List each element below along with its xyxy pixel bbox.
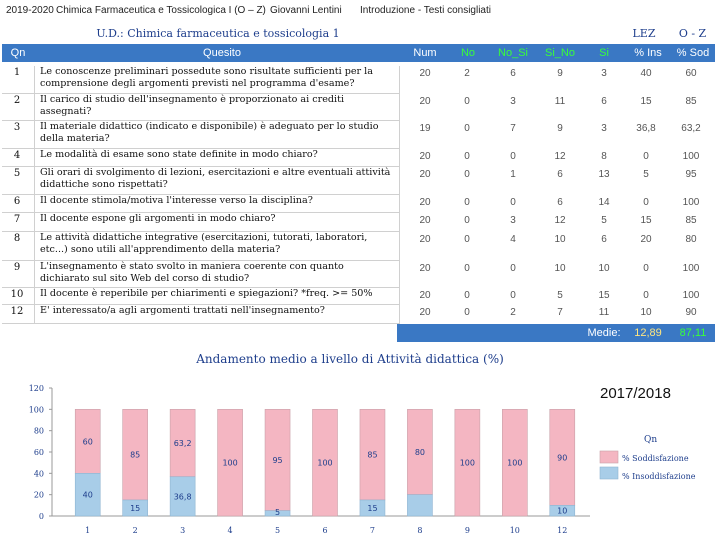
cell-si: 6 [601,234,607,245]
cell-no: 0 [464,234,470,245]
data-label-soddisfazione: 80 [414,448,426,457]
question-number: 7 [13,214,21,225]
question-text: Le conoscenze preliminari possedute sono risultate sufficienti per la comprensione degli argomenti previsti nel programma d'esame? [40,66,373,89]
x-tick-label: 4 [227,526,233,535]
cell-no-si: 3 [510,215,516,226]
question-number: 10 [10,289,24,300]
x-tick-label: 7 [369,526,376,535]
data-label-soddisfazione: 85 [130,450,141,460]
cell--sod: 63,2 [681,123,701,134]
question-number: 3 [13,122,21,133]
cell-no: 0 [464,96,470,107]
legend-label-insoddisfazione: % Insoddisfazione [622,472,696,481]
question-number: 1 [13,67,21,78]
cell--ins: 0 [643,263,649,274]
cell--ins: 40 [640,68,652,79]
cell--ins: 10 [640,307,652,318]
cell-si-no: 10 [554,263,566,274]
cell--ins: 5 [643,169,649,180]
data-label-insoddisfazione: 40 [82,490,93,500]
cell--sod: 100 [682,197,700,208]
cell--sod: 85 [685,96,697,107]
legend-swatch-soddisfazione [600,451,618,463]
question-number: 12 [10,306,24,317]
cell-num: 20 [419,307,431,318]
x-tick-label: 3 [180,526,186,535]
x-tick-label: 10 [509,526,520,535]
cell-si: 5 [601,215,607,226]
cell-num: 20 [419,215,431,226]
y-tick-label: 80 [33,426,44,436]
question-text: Gli orari di svolgimento di lezioni, esercitazioni e altre eventuali attività didattiche sono rispettati? [40,167,391,190]
bar-insoddisfazione [407,495,432,516]
cell--ins: 15 [640,96,652,107]
question-number: 2 [13,95,21,106]
cell-no-si: 1 [510,169,516,180]
question-number: 6 [13,196,21,207]
x-tick-label: 1 [85,526,91,535]
data-label-soddisfazione: 95 [272,456,283,465]
x-tick-label: 2 [132,526,138,535]
x-tick-label: 6 [322,526,328,535]
cell-no: 0 [464,290,470,301]
cell-no-si: 0 [510,151,516,162]
question-number: 9 [13,262,21,273]
cell--sod: 100 [682,290,700,301]
cell-si: 15 [598,290,610,301]
cell-no: 0 [464,197,470,208]
y-tick-label: 40 [33,469,44,479]
y-tick-label: 60 [33,448,44,457]
cell--sod: 100 [682,263,700,274]
x-tick-label: 8 [417,526,423,535]
question-text: L'insegnamento è stato svolto in maniera coerente con quanto dichiarato sul sito Web del corso di studio? [40,261,344,284]
cell-si: 3 [601,68,607,79]
cell-si-no: 6 [557,197,563,208]
cell-no-si: 0 [510,290,516,301]
question-text: Le attività didattiche integrative (esercitazioni, tutorati, laboratori, etc...) sono utili all'apprendimento della materia? [40,232,368,255]
y-tick-label: 0 [38,512,44,521]
cell-no-si: 6 [510,68,516,79]
cell-si-no: 9 [557,68,563,79]
data-label-soddisfazione: 100 [459,458,476,468]
cell-num: 20 [419,263,431,274]
cell-si-no: 12 [554,215,566,226]
data-label-insoddisfazione: 36,8 [173,492,192,502]
cell-si: 10 [598,263,610,274]
cell-num: 20 [419,68,431,79]
question-text: Il materiale didattico (indicato e disponibile) è adeguato per lo studio della materia? [40,121,379,144]
cell-no: 0 [464,123,470,134]
cell-si: 3 [601,123,607,134]
cell-si-no: 10 [554,234,566,245]
cell--sod: 85 [685,215,697,226]
data-label-soddisfazione: 85 [367,450,378,460]
mean-ins: 12,89 [634,327,662,339]
cell-no: 0 [464,263,470,274]
cell-no-si: 3 [510,96,516,107]
cell--ins: 20 [640,234,652,245]
x-tick-label: 5 [274,526,281,535]
question-number: 5 [13,168,21,179]
data-label-insoddisfazione: 5 [274,508,281,517]
cell-si-no: 11 [554,96,566,107]
col-ins: % Ins [634,47,662,59]
cell--sod: 95 [685,169,697,180]
chart-title: Andamento medio a livello di Attività didattica (%) [196,352,504,366]
y-tick-label: 120 [28,384,44,393]
col-num: Num [413,47,437,59]
col-no: No [460,47,476,59]
cell--ins: 0 [643,151,649,162]
cell-si: 8 [601,151,607,162]
cell-si: 11 [598,307,610,318]
cell-num: 20 [419,290,431,301]
question-number: 4 [13,150,21,161]
data-label-soddisfazione: 100 [222,458,238,468]
cell-si-no: 9 [557,123,563,134]
header-year: 2019-2020 [6,5,54,16]
cell-no-si: 0 [510,263,516,274]
table-title: U.D.: Chimica farmaceutica e tossicologia 1 [96,27,340,40]
data-label-soddisfazione: 63,2 [173,439,192,449]
cell-si-no: 6 [557,169,563,180]
cell--ins: 15 [640,215,652,226]
header-teacher: Giovanni Lentini [270,5,342,16]
question-text: Il carico di studio dell'insegnamento è proporzionato ai crediti assegnati? [40,94,345,117]
cell-no: 0 [464,169,470,180]
cell-num: 20 [419,169,431,180]
cell--sod: 90 [685,307,697,318]
cell-si: 14 [598,197,610,208]
header-course: Chimica Farmaceutica e Tossicologica I (O – Z) [56,5,266,16]
cell-si-no: 12 [554,151,566,162]
cell-num: 20 [419,234,431,245]
question-text: Il docente espone gli argomenti in modo chiaro? [40,213,276,224]
means-label: Medie: [587,327,621,339]
question-text: E' interessato/a agli argomenti trattati nell'insegnamento? [40,305,325,316]
col-sod: % Sod [676,47,710,59]
cell--ins: 0 [643,290,649,301]
col-qn: Qn [10,47,26,59]
mean-sod: 87,11 [679,327,707,339]
question-text: Le modalità di esame sono state definite in modo chiaro? [40,149,318,160]
legend-label-soddisfazione: % Soddisfazione [622,454,689,463]
range-label: O - Z [678,27,707,40]
data-label-soddisfazione: 60 [82,437,93,447]
col-no-si: No_Si [498,47,528,59]
col-quesito: Quesito [203,47,241,59]
data-label-insoddisfazione: 15 [367,504,378,513]
cell-si-no: 7 [557,307,563,318]
cell-no: 0 [464,215,470,226]
question-text: Il docente stimola/motiva l'interesse verso la disciplina? [40,195,313,206]
data-label-insoddisfazione: 15 [130,504,141,513]
cell-no: 0 [464,307,470,318]
header-section: Introduzione - Testi consigliati [360,5,491,16]
cell--sod: 60 [685,68,697,79]
question-number: 8 [13,233,21,244]
data-label-soddisfazione: 90 [557,453,568,463]
cell-si: 13 [598,169,610,180]
data-label-soddisfazione: 100 [317,458,333,468]
legend-title: Qn [644,435,658,445]
cell-num: 20 [419,96,431,107]
col-si: Si [599,47,609,59]
cell-si: 6 [601,96,607,107]
col-si-no: Si_No [545,47,575,59]
legend-swatch-insoddisfazione [600,467,618,479]
lez-label: LEZ [632,27,656,40]
x-tick-label: 12 [557,526,568,535]
y-tick-label: 20 [33,490,44,500]
cell-num: 19 [419,123,431,134]
cell-num: 20 [419,151,431,162]
cell--ins: 0 [643,197,649,208]
cell-no-si: 2 [510,307,516,318]
data-label-soddisfazione: 100 [507,458,523,468]
x-tick-label: 9 [464,526,470,535]
data-label-insoddisfazione: 10 [557,506,568,516]
cell-no-si: 7 [510,123,516,134]
cell-no: 0 [464,151,470,162]
cell-si-no: 5 [557,290,563,301]
cell-num: 20 [419,197,431,208]
cell--sod: 100 [682,151,700,162]
cell-no-si: 0 [510,197,516,208]
cell-no-si: 4 [510,234,516,245]
question-text: Il docente è reperibile per chiarimenti e spiegazioni? *freq. >= 50% [40,288,373,299]
cell-no: 2 [464,68,470,79]
cell--ins: 36,8 [636,123,656,134]
year-label: 2017/2018 [600,385,671,402]
y-tick-label: 100 [28,405,44,415]
cell--sod: 80 [685,234,697,245]
